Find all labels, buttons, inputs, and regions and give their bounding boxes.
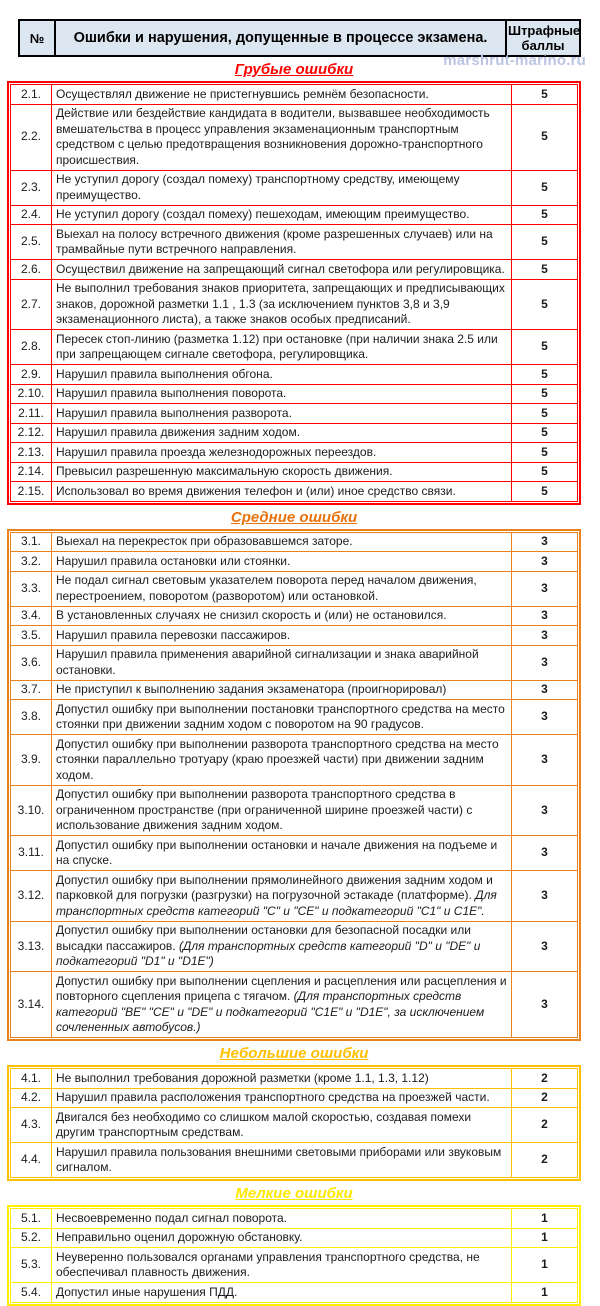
table-row bbox=[11, 552, 578, 572]
penalty-score: 5 bbox=[512, 443, 578, 463]
table-row bbox=[11, 680, 578, 700]
table-row bbox=[11, 260, 578, 280]
row-number: 3.3. bbox=[11, 571, 52, 606]
row-description: Осуществлял движение не пристегнувшись ремнём безопасности. bbox=[52, 85, 512, 105]
row-number: 2.13. bbox=[11, 443, 52, 463]
penalty-score: 3 bbox=[512, 700, 578, 735]
table-row bbox=[11, 482, 578, 502]
row-description: Допустил иные нарушения ПДД. bbox=[52, 1283, 512, 1303]
row-number: 5.3. bbox=[11, 1248, 52, 1283]
table-row bbox=[11, 365, 578, 385]
table-row bbox=[11, 205, 578, 225]
row-description: Нарушил правила проезда железнодорожных переездов. bbox=[52, 443, 512, 463]
penalty-score: 3 bbox=[512, 972, 578, 1038]
row-description: Не выполнил требования знаков приоритета, запрещающих и предписывающих знаков, дорожной разметки 1.1 , 1.3 (за исключением пунктов 3,8 и 3,9 экзаменационного листа), а также знаков особых предписаний. bbox=[52, 279, 512, 330]
row-description: Не уступил дорогу (создал помеху) транспортному средству, имеющему преимущество. bbox=[52, 170, 512, 205]
row-description: Выехал на перекресток при образовавшемся заторе. bbox=[52, 532, 512, 552]
table-row bbox=[11, 571, 578, 606]
row-number: 2.6. bbox=[11, 260, 52, 280]
penalty-score: 2 bbox=[512, 1069, 578, 1089]
section-table-medium-errors bbox=[7, 529, 581, 1042]
row-number: 3.12. bbox=[11, 871, 52, 922]
row-description: Нарушил правила остановки или стоянки. bbox=[52, 552, 512, 572]
table-row bbox=[11, 462, 578, 482]
penalty-score: 3 bbox=[512, 626, 578, 646]
row-description-note: (Для транспортных средств категорий "BE" "CE" и "DE" и подкатегорий "C1E" и "D1E", за исключением сочлененных автобусов.) bbox=[56, 989, 485, 1034]
page-title: Ошибки и нарушения, допущенные в процессе экзамена. bbox=[55, 20, 506, 56]
row-number: 2.9. bbox=[11, 365, 52, 385]
table-row bbox=[11, 1248, 578, 1283]
row-description: Нарушил правила выполнения поворота. bbox=[52, 384, 512, 404]
row-description: Допустил ошибку при выполнении прямолинейного движения задним ходом и парковкой для погрузки (разгрузки) на погрузочной эстакаде (платформе). Для транспортных средств категорий "C" и "CE" и подкатегорий "C1" и C1E". bbox=[52, 871, 512, 922]
penalty-score: 5 bbox=[512, 404, 578, 424]
row-number: 2.1. bbox=[11, 85, 52, 105]
row-description: Допустил ошибку при выполнении разворота транспортного средства в ограниченном пространстве (при ограниченной ширине проезжей части) с использование движения задним ходом. bbox=[52, 785, 512, 836]
penalty-score: 5 bbox=[512, 279, 578, 330]
row-description: Нарушил правила применения аварийной сигнализации и знака аварийной остановки. bbox=[52, 645, 512, 680]
section-table-gross-errors bbox=[7, 81, 581, 505]
row-number: 4.1. bbox=[11, 1069, 52, 1089]
row-description: Допустил ошибку при выполнении сцепления и расцепления или расцепления и повторного сцепления прицепа с тягачом. (Для транспортных средств категорий "BE" "CE" и "DE" и подкатегорий "C1E" и "D1E", за исключением сочлененных автобусов.) bbox=[52, 972, 512, 1038]
watermark: marshrut-marino.ru bbox=[443, 52, 586, 69]
row-description: Действие или бездействие кандидата в водители, вызвавшее необходимость вмешательства в процесс управления экзаменационным транспортным средством с целью предотвращения возникновения дорожно-транспортного происшествия. bbox=[52, 104, 512, 170]
table-row bbox=[11, 1283, 578, 1303]
row-description: Нарушил правила пользования внешними световыми приборами или звуковым сигналом. bbox=[52, 1143, 512, 1178]
header-score-cell: Штрафные баллы bbox=[506, 20, 580, 56]
row-number: 3.6. bbox=[11, 645, 52, 680]
row-number: 2.15. bbox=[11, 482, 52, 502]
table-row bbox=[11, 645, 578, 680]
row-description: Не уступил дорогу (создал помеху) пешеходам, имеющим преимущество. bbox=[52, 205, 512, 225]
penalty-score: 5 bbox=[512, 423, 578, 443]
section-table-minor-errors bbox=[7, 1205, 581, 1306]
penalty-score: 5 bbox=[512, 365, 578, 385]
row-number: 3.9. bbox=[11, 735, 52, 786]
table-row bbox=[11, 404, 578, 424]
row-description: Не выполнил требования дорожной разметки (кроме 1.1, 1.3, 1.12) bbox=[52, 1069, 512, 1089]
table-row bbox=[11, 1228, 578, 1248]
row-description: Превысил разрешенную максимальную скорость движения. bbox=[52, 462, 512, 482]
table-row bbox=[11, 85, 578, 105]
table-row bbox=[11, 104, 578, 170]
row-description-note: Для транспортных средств категорий "C" и "CE" и подкатегорий "C1" и C1E". bbox=[56, 888, 497, 918]
penalty-score: 5 bbox=[512, 225, 578, 260]
table-row bbox=[11, 225, 578, 260]
row-number: 2.8. bbox=[11, 330, 52, 365]
row-description: Допустил ошибку при выполнении остановки и начале движения на подъеме и на спуске. bbox=[52, 836, 512, 871]
penalty-score: 3 bbox=[512, 680, 578, 700]
row-number: 2.3. bbox=[11, 170, 52, 205]
table-row bbox=[11, 871, 578, 922]
table-row bbox=[11, 1069, 578, 1089]
row-description: Не приступил к выполнению задания экзаменатора (проигнорировал) bbox=[52, 680, 512, 700]
row-number: 3.13. bbox=[11, 921, 52, 972]
penalty-score: 2 bbox=[512, 1088, 578, 1108]
penalty-score: 3 bbox=[512, 785, 578, 836]
header-number-cell: № bbox=[19, 20, 55, 56]
header-row bbox=[19, 20, 580, 56]
row-number: 4.2. bbox=[11, 1088, 52, 1108]
penalty-score: 3 bbox=[512, 645, 578, 680]
penalty-score: 5 bbox=[512, 384, 578, 404]
penalty-score: 3 bbox=[512, 836, 578, 871]
table-row bbox=[11, 626, 578, 646]
row-description: Несвоевременно подал сигнал поворота. bbox=[52, 1209, 512, 1229]
row-description: Допустил ошибку при выполнении постановки транспортного средства на место стоянки при движении задним ходом с поворотом на 90 градусов. bbox=[52, 700, 512, 735]
row-description: Допустил ошибку при выполнении остановки для безопасной посадки или высадки пассажиров. (Для транспортных средств категорий "D" и "DE" и подкатегорий "D1" и "D1E") bbox=[52, 921, 512, 972]
table-row bbox=[11, 279, 578, 330]
table-row bbox=[11, 972, 578, 1038]
row-number: 3.5. bbox=[11, 626, 52, 646]
penalty-score: 5 bbox=[512, 260, 578, 280]
section-table-small-errors bbox=[7, 1065, 581, 1181]
table-row bbox=[11, 836, 578, 871]
table-row bbox=[11, 532, 578, 552]
row-description: Допустил ошибку при выполнении разворота транспортного средства на место стоянки параллельно тротуару (краю проезжей части) при движении задним ходом. bbox=[52, 735, 512, 786]
row-description: Нарушил правила перевозки пассажиров. bbox=[52, 626, 512, 646]
penalty-score: 3 bbox=[512, 571, 578, 606]
penalty-score: 5 bbox=[512, 170, 578, 205]
row-description: Выехал на полосу встречного движения (кроме разрешенных случаев) или на трамвайные пути встречного направления. bbox=[52, 225, 512, 260]
row-description: Использовал во время движения телефон и (или) иное средство связи. bbox=[52, 482, 512, 502]
row-number: 5.4. bbox=[11, 1283, 52, 1303]
row-number: 2.4. bbox=[11, 205, 52, 225]
row-description-note: (Для транспортных средств категорий "D" и "DE" и подкатегорий "D1" и "D1E") bbox=[56, 938, 481, 968]
table-row bbox=[11, 170, 578, 205]
penalty-score: 1 bbox=[512, 1228, 578, 1248]
penalty-score: 5 bbox=[512, 482, 578, 502]
row-number: 5.2. bbox=[11, 1228, 52, 1248]
table-row bbox=[11, 1209, 578, 1229]
penalty-score: 1 bbox=[512, 1283, 578, 1303]
row-description: Осуществил движение на запрещающий сигнал светофора или регулировщика. bbox=[52, 260, 512, 280]
penalty-score: 5 bbox=[512, 462, 578, 482]
penalty-score: 5 bbox=[512, 330, 578, 365]
row-description: Пересек стоп-линию (разметка 1.12) при остановке (при наличии знака 2.5 или при запрещающем сигнале светофора, регулировщика. bbox=[52, 330, 512, 365]
table-row bbox=[11, 384, 578, 404]
row-description: Нарушил правила расположения транспортного средства на проезжей части. bbox=[52, 1088, 512, 1108]
row-number: 3.14. bbox=[11, 972, 52, 1038]
penalty-score: 3 bbox=[512, 921, 578, 972]
section-title-small-errors: Небольшие ошибки bbox=[219, 1045, 369, 1062]
row-number: 3.2. bbox=[11, 552, 52, 572]
row-number: 5.1. bbox=[11, 1209, 52, 1229]
row-description: В установленных случаях не снизил скорость и (или) не остановился. bbox=[52, 606, 512, 626]
row-number: 3.1. bbox=[11, 532, 52, 552]
table-row bbox=[11, 443, 578, 463]
section-title-gross-errors: Грубые ошибки bbox=[234, 61, 354, 78]
row-description: Нарушил правила выполнения обгона. bbox=[52, 365, 512, 385]
table-row bbox=[11, 735, 578, 786]
penalty-score: 5 bbox=[512, 104, 578, 170]
table-row bbox=[11, 606, 578, 626]
row-number: 2.12. bbox=[11, 423, 52, 443]
row-number: 2.10. bbox=[11, 384, 52, 404]
penalty-score: 5 bbox=[512, 85, 578, 105]
row-description: Неправильно оценил дорожную обстановку. bbox=[52, 1228, 512, 1248]
penalty-score: 2 bbox=[512, 1143, 578, 1178]
table-row bbox=[11, 330, 578, 365]
row-number: 2.2. bbox=[11, 104, 52, 170]
row-description: Двигался без необходимо со слишком малой скоростью, создавая помехи другим транспортным средствам. bbox=[52, 1108, 512, 1143]
penalty-score: 1 bbox=[512, 1248, 578, 1283]
table-row bbox=[11, 700, 578, 735]
penalty-score: 3 bbox=[512, 735, 578, 786]
row-number: 4.4. bbox=[11, 1143, 52, 1178]
table-row bbox=[11, 1143, 578, 1178]
row-number: 2.5. bbox=[11, 225, 52, 260]
row-description: Нарушил правила выполнения разворота. bbox=[52, 404, 512, 424]
penalty-score: 2 bbox=[512, 1108, 578, 1143]
row-number: 2.14. bbox=[11, 462, 52, 482]
table-row bbox=[11, 1108, 578, 1143]
row-number: 3.10. bbox=[11, 785, 52, 836]
sections-container bbox=[7, 61, 581, 1306]
section-title-minor-errors: Мелкие ошибки bbox=[235, 1185, 353, 1202]
penalty-score: 1 bbox=[512, 1209, 578, 1229]
row-number: 4.3. bbox=[11, 1108, 52, 1143]
row-number: 3.4. bbox=[11, 606, 52, 626]
penalty-score: 3 bbox=[512, 606, 578, 626]
penalty-score: 3 bbox=[512, 532, 578, 552]
row-number: 3.7. bbox=[11, 680, 52, 700]
penalty-score: 3 bbox=[512, 871, 578, 922]
row-number: 2.7. bbox=[11, 279, 52, 330]
row-number: 3.8. bbox=[11, 700, 52, 735]
table-row bbox=[11, 921, 578, 972]
table-row bbox=[11, 1088, 578, 1108]
penalty-score: 3 bbox=[512, 552, 578, 572]
row-number: 3.11. bbox=[11, 836, 52, 871]
table-row bbox=[11, 785, 578, 836]
table-row bbox=[11, 423, 578, 443]
row-description: Неуверенно пользовался органами управления транспортного средства, не обеспечивал плавность движения. bbox=[52, 1248, 512, 1283]
row-number: 2.11. bbox=[11, 404, 52, 424]
section-title-medium-errors: Средние ошибки bbox=[230, 508, 358, 526]
penalty-score: 5 bbox=[512, 205, 578, 225]
row-description: Не подал сигнал световым указателем поворота перед началом движения, перестроением, поворотом (разворотом) или остановкой. bbox=[52, 571, 512, 606]
row-description: Нарушил правила движения задним ходом. bbox=[52, 423, 512, 443]
